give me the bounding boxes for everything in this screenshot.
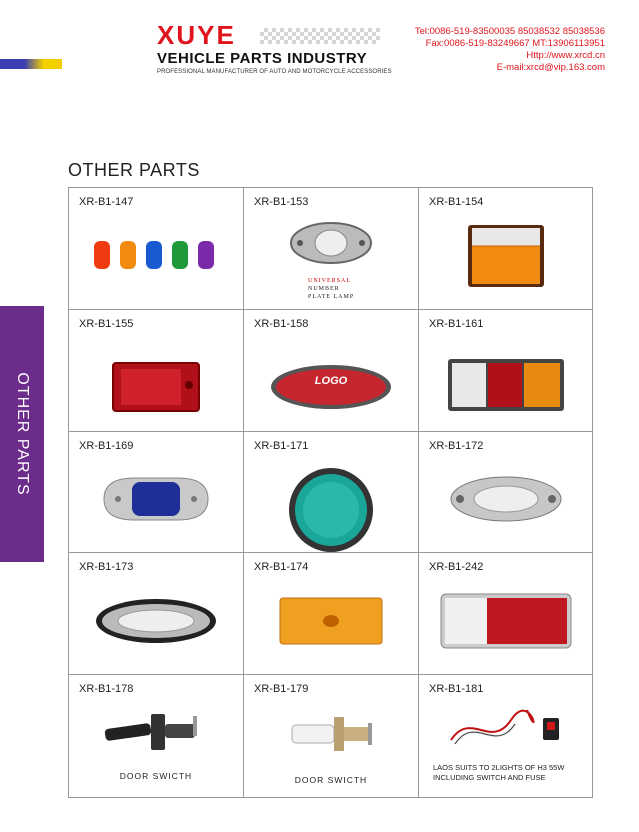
product-code: XR-B1-181 [429, 683, 484, 696]
product-code: XR-B1-242 [429, 561, 484, 574]
door-switch-icon [69, 695, 243, 765]
wiring-harness-icon [419, 697, 592, 759]
plate-lamp-icon [244, 218, 418, 268]
company-name: VEHICLE PARTS INDUSTRY [157, 50, 368, 67]
combination-lamp-icon [419, 343, 592, 428]
product-cell[interactable] [69, 553, 244, 675]
contact-block [415, 26, 605, 74]
round-green-lamp-icon [244, 462, 418, 558]
product-code: XR-B1-178 [79, 683, 134, 696]
product-code: XR-B1-161 [429, 317, 484, 330]
plate-lamp-line1: UNIVERSAL [308, 278, 351, 284]
product-cell[interactable] [244, 675, 419, 797]
logo-text: LOGO [314, 374, 348, 387]
product-code: XR-B1-172 [429, 439, 484, 452]
company-tagline: PROFESSIONAL MANUFACTURER OF AUTO AND MOTORCYCLE ACCESSORIES [157, 69, 392, 75]
product-note: DOOR SWICTH [294, 775, 368, 786]
product-cell[interactable] [69, 310, 244, 432]
product-grid [68, 187, 593, 798]
product-cell[interactable] [244, 188, 419, 310]
product-note: DOOR SWICTH [119, 771, 193, 782]
contact-tel: Tel:0086-519-83500035 85038532 85038536 [414, 26, 605, 37]
plate-lamp-line2: NUMBER [308, 286, 340, 292]
product-code: XR-B1-179 [254, 683, 309, 696]
product-cell[interactable] [419, 310, 592, 432]
product-code: XR-B1-171 [254, 439, 309, 452]
section-title: OTHER PARTS [68, 160, 200, 180]
product-cell[interactable] [244, 310, 419, 432]
brand-name: XUYE [157, 20, 236, 50]
blue-marker-icon [69, 457, 243, 542]
product-cell[interactable] [419, 432, 592, 554]
contact-fax: Fax:0086-519-83249667 MT:13906113951 [425, 38, 605, 49]
tail-lamp-icon [419, 578, 592, 663]
square-lamp-icon [419, 213, 592, 298]
product-note-line2: INCLUDING SWITCH AND FUSE [433, 773, 546, 783]
product-code: XR-B1-153 [254, 196, 309, 208]
product-cell[interactable] [419, 675, 592, 797]
amber-marker-icon [244, 578, 418, 663]
red-lamp-icon [69, 345, 243, 430]
product-note [433, 763, 592, 783]
product-cell[interactable] [419, 188, 592, 310]
product-code: XR-B1-147 [79, 196, 134, 208]
oval-chrome-lamp-icon [69, 578, 243, 663]
brand-logo [157, 22, 236, 48]
product-code: XR-B1-174 [254, 561, 309, 574]
product-note-line1: LAOS SUITS TO 2LIGHTS OF H3 55W [433, 763, 565, 773]
door-switch-white-icon [244, 697, 418, 769]
contact-email[interactable]: E-mail:xrcd@vip.163.com [496, 62, 605, 73]
product-cell[interactable] [419, 553, 592, 675]
product-cell[interactable] [244, 432, 419, 554]
color-stripe [0, 59, 62, 69]
product-code: XR-B1-154 [429, 196, 484, 208]
colored-lenses-icon [69, 213, 243, 298]
checker-flag-graphic [260, 28, 380, 44]
oval-clear-lamp-icon [419, 457, 592, 542]
side-tab-label: OTHER PARTS [14, 372, 31, 496]
product-cell[interactable] [244, 553, 419, 675]
product-code: XR-B1-158 [254, 317, 309, 330]
product-code: XR-B1-155 [79, 317, 134, 330]
product-cell[interactable] [69, 188, 244, 310]
plate-lamp-line3: PLATE LAMP [308, 294, 355, 300]
product-cell[interactable] [69, 432, 244, 554]
contact-website[interactable]: Http://www.xrcd.cn [526, 50, 605, 61]
product-code: XR-B1-169 [79, 439, 134, 452]
logo-oval-icon [244, 345, 418, 430]
product-code: XR-B1-173 [79, 561, 134, 574]
product-cell[interactable] [69, 675, 244, 797]
